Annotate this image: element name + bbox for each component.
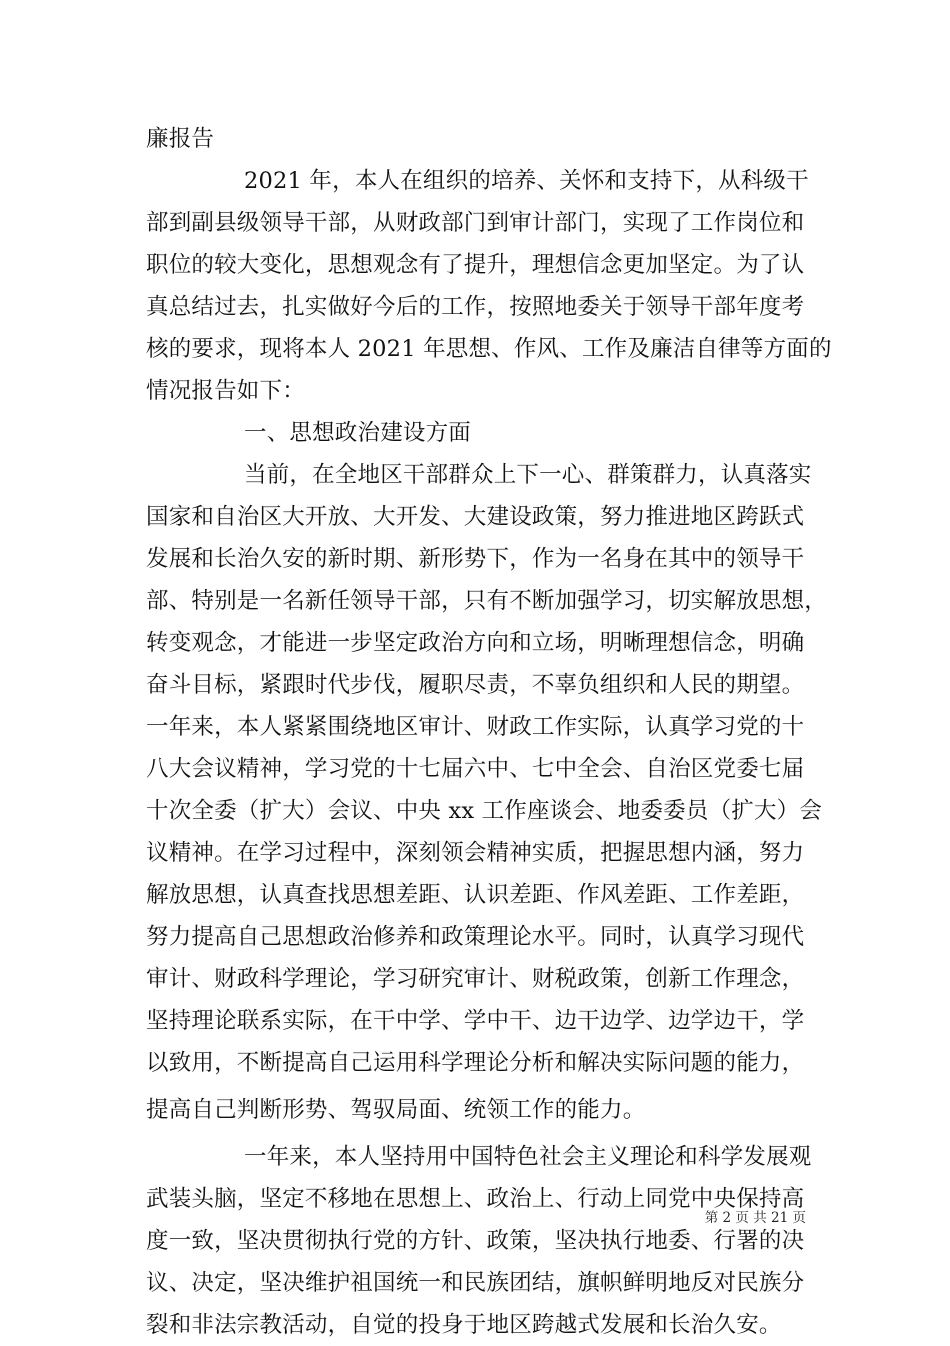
- text-line: 情况报告如下：: [146, 378, 305, 404]
- text-line: 奋斗目标，紧跟时代步伐，履职尽责，不辜负组织和人民的期望。: [146, 672, 805, 698]
- text-line: 提高自己判断形势、驾驭局面、统领工作的能力。: [146, 1097, 646, 1123]
- section-heading: 一、思想政治建设方面: [244, 420, 472, 446]
- text-line: 解放思想，认真查找思想差距、认识差距、作风差距、工作差距，: [146, 882, 805, 908]
- text-line: 廉报告: [146, 126, 215, 152]
- text-line: 转变观念，才能进一步坚定政治方向和立场，明晰理想信念，明确: [146, 630, 805, 656]
- text-line: 发展和长治久安的新时期、新形势下，作为一名身在其中的领导干: [146, 546, 805, 572]
- text-line: 当前，在全地区干部群众上下一心、群策群力，认真落实: [244, 462, 812, 488]
- text-line: 度一致，坚决贯彻执行党的方针、政策，坚决执行地委、行署的决: [146, 1228, 805, 1254]
- text-line: 核的要求，现将本人 2021 年思想、作风、工作及廉洁自律等方面的: [146, 336, 832, 362]
- text-line: 审计、财政科学理论，学习研究审计、财税政策，创新工作理念，: [146, 966, 805, 992]
- text-line: 议精神。在学习过程中，深刻领会精神实质，把握思想内涵，努力: [146, 840, 805, 866]
- text-line: 坚持理论联系实际，在干中学、学中干、边干边学、边学边干，学: [146, 1008, 805, 1034]
- text-line: 八大会议精神，学习党的十七届六中、七中全会、自治区党委七届: [146, 756, 805, 782]
- text-line: 一年来，本人坚持用中国特色社会主义理论和科学发展观: [244, 1144, 812, 1170]
- page-footer: 第 2 页 共 21 页: [704, 1210, 806, 1226]
- text-line: 部、特别是一名新任领导干部，只有不断加强学习，切实解放思想，: [146, 588, 828, 614]
- text-line: 议、决定，坚决维护祖国统一和民族团结，旗帜鲜明地反对民族分: [146, 1270, 805, 1296]
- text-line: 真总结过去，扎实做好今后的工作，按照地委关于领导干部年度考: [146, 294, 805, 320]
- text-line: 裂和非法宗教活动，自觉的投身于地区跨越式发展和长治久安。: [146, 1312, 782, 1338]
- text-line: 努力提高自己思想政治修养和政策理论水平。同时，认真学习现代: [146, 924, 805, 950]
- text-line: 部到副县级领导干部，从财政部门到审计部门，实现了工作岗位和: [146, 210, 805, 236]
- text-line: 一年来，本人紧紧围绕地区审计、财政工作实际，认真学习党的十: [146, 714, 805, 740]
- document-body: [146, 118, 832, 1346]
- text-line: 2021 年，本人在组织的培养、关怀和支持下，从科级干: [244, 168, 809, 194]
- text-line: 武装头脑，坚定不移地在思想上、政治上、行动上同党中央保持高: [146, 1186, 805, 1212]
- text-line: 以致用，不断提高自己运用科学理论分析和解决实际问题的能力，: [146, 1050, 805, 1076]
- text-line: 职位的较大变化，思想观念有了提升，理想信念更加坚定。为了认: [146, 252, 805, 278]
- text-line: 国家和自治区大开放、大开发、大建设政策，努力推进地区跨跃式: [146, 504, 805, 530]
- text-line: 十次全委（扩大）会议、中央 xx 工作座谈会、地委委员（扩大）会: [146, 798, 823, 824]
